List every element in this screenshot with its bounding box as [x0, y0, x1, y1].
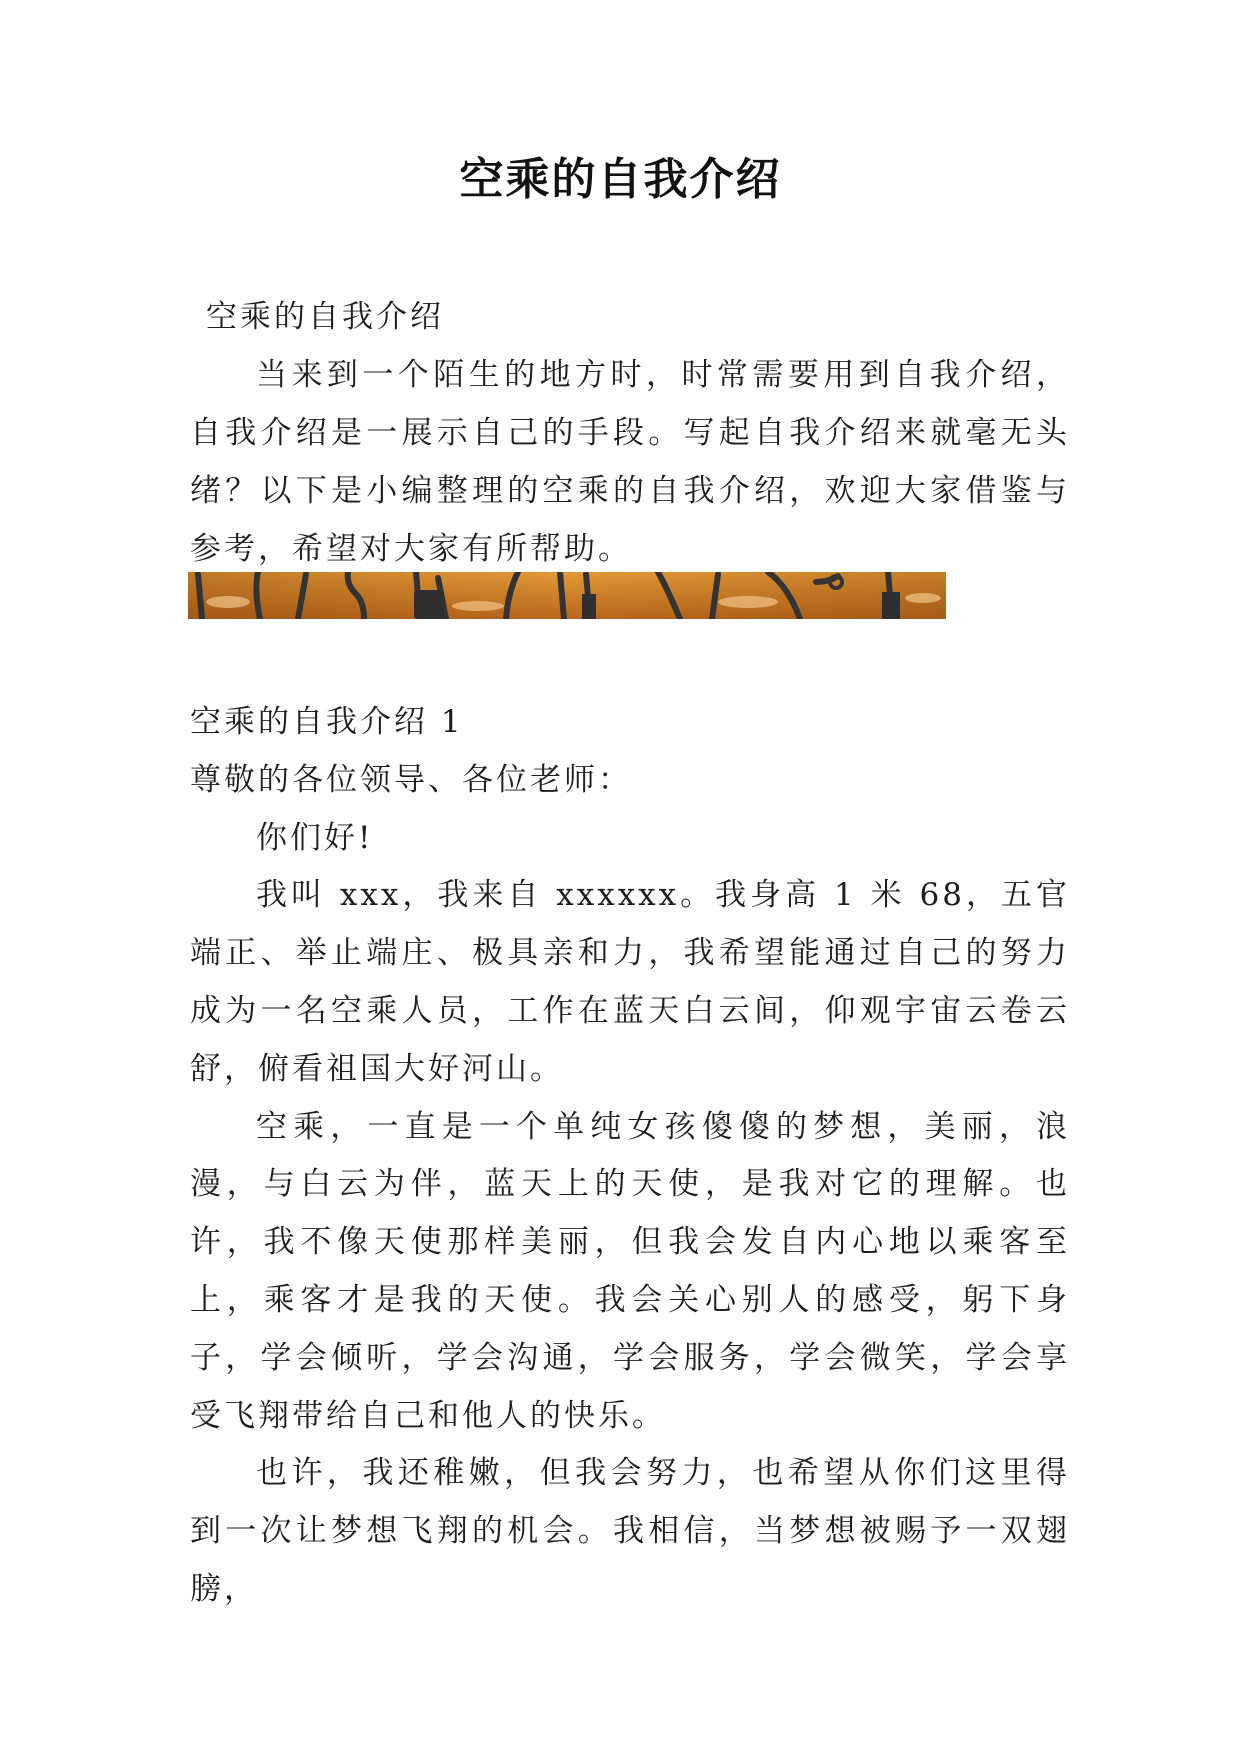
chairs-photo-graphic — [188, 572, 946, 619]
section-1-heading: 空乘的自我介绍 1 — [190, 704, 464, 740]
intro-paragraph: 当来到一个陌生的地方时，时常需要用到自我介绍，自我介绍是一展示自己的手段。写起自我介绍来就毫无头绪？以下是小编整理的空乘的自我介绍，欢迎大家借鉴与参考，希望对大家有所帮助。 — [190, 357, 1070, 567]
section-1-paragraph-1: 我叫 xxx，我来自 xxxxxx。我身高 1 米 68，五官端正、举止端庄、极具亲和力，我希望能通过自己的努力成为一名空乘人员，工作在蓝天白云间，仰观宇宙云卷云舒，俯看祖国大好河山。 — [190, 877, 1070, 1087]
section-1 — [190, 694, 1070, 1619]
intro-subtitle: 空乘的自我介绍 — [206, 299, 444, 335]
section-1-paragraph-3: 也许，我还稚嫩，但我会努力，也希望从你们这里得到一次让梦想飞翔的机会。我相信，当梦想被赐予一双翅膀， — [190, 1455, 1070, 1607]
greeting: 你们好! — [256, 819, 374, 856]
document-title: 空乘的自我介绍 — [459, 154, 782, 205]
salutation: 尊敬的各位领导、各位老师： — [190, 761, 632, 798]
section-1-paragraph-2: 空乘，一直是一个单纯女孩傻傻的梦想，美丽，浪漫，与白云为伴，蓝天上的天使，是我对它的理解。也许，我不像天使那样美丽，但我会发自内心地以乘客至上，乘客才是我的天使。我会关心别人的感受，躬下身子，学会倾听，学会沟通，学会服务，学会微笑，学会享受飞翔带给自己和他人的快乐。 — [190, 1108, 1070, 1434]
intro-section — [190, 288, 1070, 578]
banner-image — [188, 572, 946, 619]
